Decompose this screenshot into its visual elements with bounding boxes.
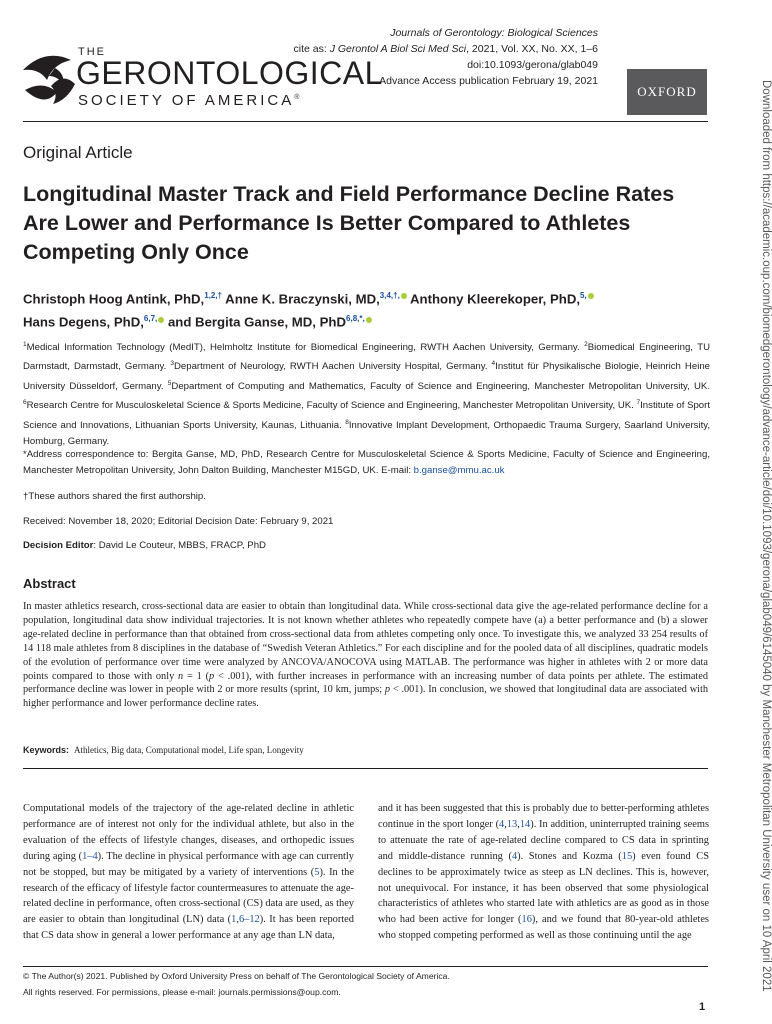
author: and Bergita Ganse, MD, PhD <box>167 314 347 330</box>
body-column-right <box>378 801 709 944</box>
orcid-icon[interactable] <box>401 293 407 299</box>
body-text: Computational models of the trajectory of the age-related decline in athletic performance are of interest not only for the individual athlete, but also in the evaluation of the effects of lifestyle changes, diseases, and orthopedic issues during aging ( <box>23 803 354 862</box>
correspondence: *Address correspondence to: Bergita Ganse, MD, PhD, Research Centre for Musculoskeletal Science & Sports Medicine, Faculty of Science and Engineering, Manchester Metropolitan University, John Dalton Building, Manchester M15GD, UK. E-mail: b.ganse@mmu.ac.uk <box>23 449 710 477</box>
body-text: and it has been suggested that this is probably due to better-performing athletes continue in the sport longer ( <box>378 803 709 830</box>
author: Anne K. Braczynski, MD, <box>225 291 380 307</box>
citation-link[interactable]: 5 <box>314 866 320 878</box>
decision-editor: Decision Editor: David Le Couteur, MBBS, FRACP, PhD <box>23 540 266 551</box>
header-rule <box>23 121 708 122</box>
citation-link[interactable]: 4 <box>499 818 505 830</box>
body-text: ). In addition, uninterrupted training seems to attenuate the rate of age-related decline compared to CS data in sprinting and middle-distance running ( <box>378 818 709 862</box>
logo-society-name: GERONTOLOGICAL <box>76 55 383 91</box>
doi: doi:10.1093/gerona/glab049 <box>467 59 598 71</box>
journal-name: Journals of Gerontology: Biological Sciences <box>390 27 598 39</box>
page-number: 1 <box>699 1001 706 1013</box>
author: Hans Degens, PhD, <box>23 314 144 330</box>
orcid-icon[interactable] <box>158 317 164 323</box>
citation-link[interactable]: 16 <box>521 914 532 926</box>
author: Christoph Hoog Antink, PhD, <box>23 291 205 307</box>
orcid-icon[interactable] <box>588 293 594 299</box>
article-title: Longitudinal Master Track and Field Performance Decline Rates Are Lower and Performance Is Better Compared to Athletes Competing Only Once <box>23 182 675 264</box>
permissions: All rights reserved. For permissions, please e-mail: journals.permissions@oup.com. <box>23 987 341 997</box>
body-text: , <box>517 818 520 830</box>
citation-link[interactable]: 6–12 <box>238 914 260 926</box>
logo-society-sub: SOCIETY OF AMERICA® <box>78 92 300 109</box>
received-dates: Received: November 18, 2020; Editorial Decision Date: February 9, 2021 <box>23 516 334 527</box>
oxford-logo: OXFORD <box>627 69 707 115</box>
citation: cite as: J Gerontol A Biol Sci Med Sci, 2021, Vol. XX, No. XX, 1–6 <box>293 43 598 55</box>
citation-link[interactable]: 1 <box>231 914 237 926</box>
citation-link[interactable]: 4 <box>511 850 518 862</box>
citation-link[interactable]: 15 <box>621 850 633 862</box>
author: Anthony Kleerekoper, PhD, <box>410 291 581 307</box>
body-text: , <box>504 818 507 830</box>
orcid-icon[interactable] <box>366 317 372 323</box>
abstract-rule <box>23 768 708 769</box>
body-text: ). In the research of the efficacy of lifestyle factor countermeasures to attenuate the age-related decline in performance, often cross-sectional (CS) data are used, as they are easier to obtain than longitudinal (LN) data ( <box>23 866 354 926</box>
body-text: , <box>236 914 239 926</box>
body-text: ). It has been reported that CS data show in general a lower performance at any age than LN data, <box>23 914 354 942</box>
body-text: ). Stones and Kozma ( <box>517 850 622 862</box>
article-type: Original Article <box>23 143 133 162</box>
email-link[interactable]: b.ganse@mmu.ac.uk <box>413 465 505 477</box>
body-text: ) even found CS declines to be approximately twice as steep as LN declines. This is, however, not unequivocal. For instance, it has been observed that some physiological characteristics of athletes who started late with athletics are as good as in those who had been active for longer ( <box>378 850 709 926</box>
affiliations: $^1$Medical Information Technology (MedIT), Helmholtz Institute for Biomedical Engineering, RWTH Aachen University, Germany. $^2$Biomedical Engineering, TU Darmstadt, Darmstadt, Germany. $^3$Department of Neurology, RWTH Aachen University Hospital, Germany. $^4$Institut für Physikalische Biologie, Heinrich Heine University Düsseldorf, Germany. $^5$Department of Computing and Mathematics, Faculty of Science and Engineering, Manchester Metropolitan University, UK. $^6$Research Centre for Musculoskeletal Science & Sports Medicine, Faculty of Science and Engineering, Manchester Metropolitan University, UK. $^7$Institute of Sport Science and Innovations, Lithuanian Sports University, Kaunas, Lithuania. $^8$Innovative Implant Development, Orthopaedic Trauma Surgery, Saarland University, Homburg, Germany. <box>23 341 711 448</box>
footer-rule <box>23 966 708 967</box>
abstract-heading: Abstract <box>23 576 76 591</box>
logo-the-text: THE <box>78 46 106 58</box>
body-text: ). The decline in physical performance with age can currently not be stopped, but may be mitigated by a variety of interventions ( <box>23 850 354 878</box>
abstract-text: In master athletics research, cross-sectional data are easier to obtain than longitudinal data. While cross-sectional data give the age-related performance decline for a population, longitudinal data show individual trajectories. It is not known whether athletes who repeatedly compete have (a) a better performance and (b) a slower age-related decline in performance than that obtained from cross-sectional data from athletes competing only once. To investigate this, we analyzed 33 254 results of 14 118 male athletes from 8 disciplines in the database of “Swedish Veteran Athletics.” For each discipline and for the pooled data of all disciplines, quadratic models of the evolution of performance over time were analyzed by ANCOVA/ANOCOVA using MATLAB. The performance was higher in athletes with 2 or more data points compared to those with only n = 1 (p < .001), with further increases in performance with an increasing number of data points per athlete. The estimated performance decline was lower in people with 2 or more results (sprint, 10 km, jumps; p < .001). In conclusion, we showed that longitudinal data are associated with higher performance and lower performance decline rates. <box>23 601 709 710</box>
keywords: Keywords: Athletics, Big data, Computational model, Life span, Longevity <box>23 745 304 755</box>
advance-access: Advance Access publication February 19, 2021 <box>379 75 598 87</box>
shared-authorship-note: †These authors shared the first authorship. <box>23 491 206 502</box>
body-text: ), and we found that 80-year-old athletes who stopped competing performed as well as those continuing until the age <box>378 914 709 942</box>
citation-link[interactable]: 13 <box>506 818 518 830</box>
citation-link[interactable]: 14 <box>519 818 531 830</box>
author-list: Christoph Hoog Antink, PhD,$^{1,2,\dagger}$ Anne K. Braczynski, MD,$^{3,4,\dagger,}$ Anthony Kleerekoper, PhD,$^{5,}$ Hans Degens, PhD,$^{6,7,}$ and Bergita Ganse, MD, PhD$^{6,8,*,}$ <box>23 286 713 333</box>
copyright: © The Author(s) 2021. Published by Oxford University Press on behalf of The Gerontological Society of America. <box>23 971 450 981</box>
citation-link[interactable]: 1–4 <box>82 850 98 862</box>
body-column-left <box>23 801 354 944</box>
